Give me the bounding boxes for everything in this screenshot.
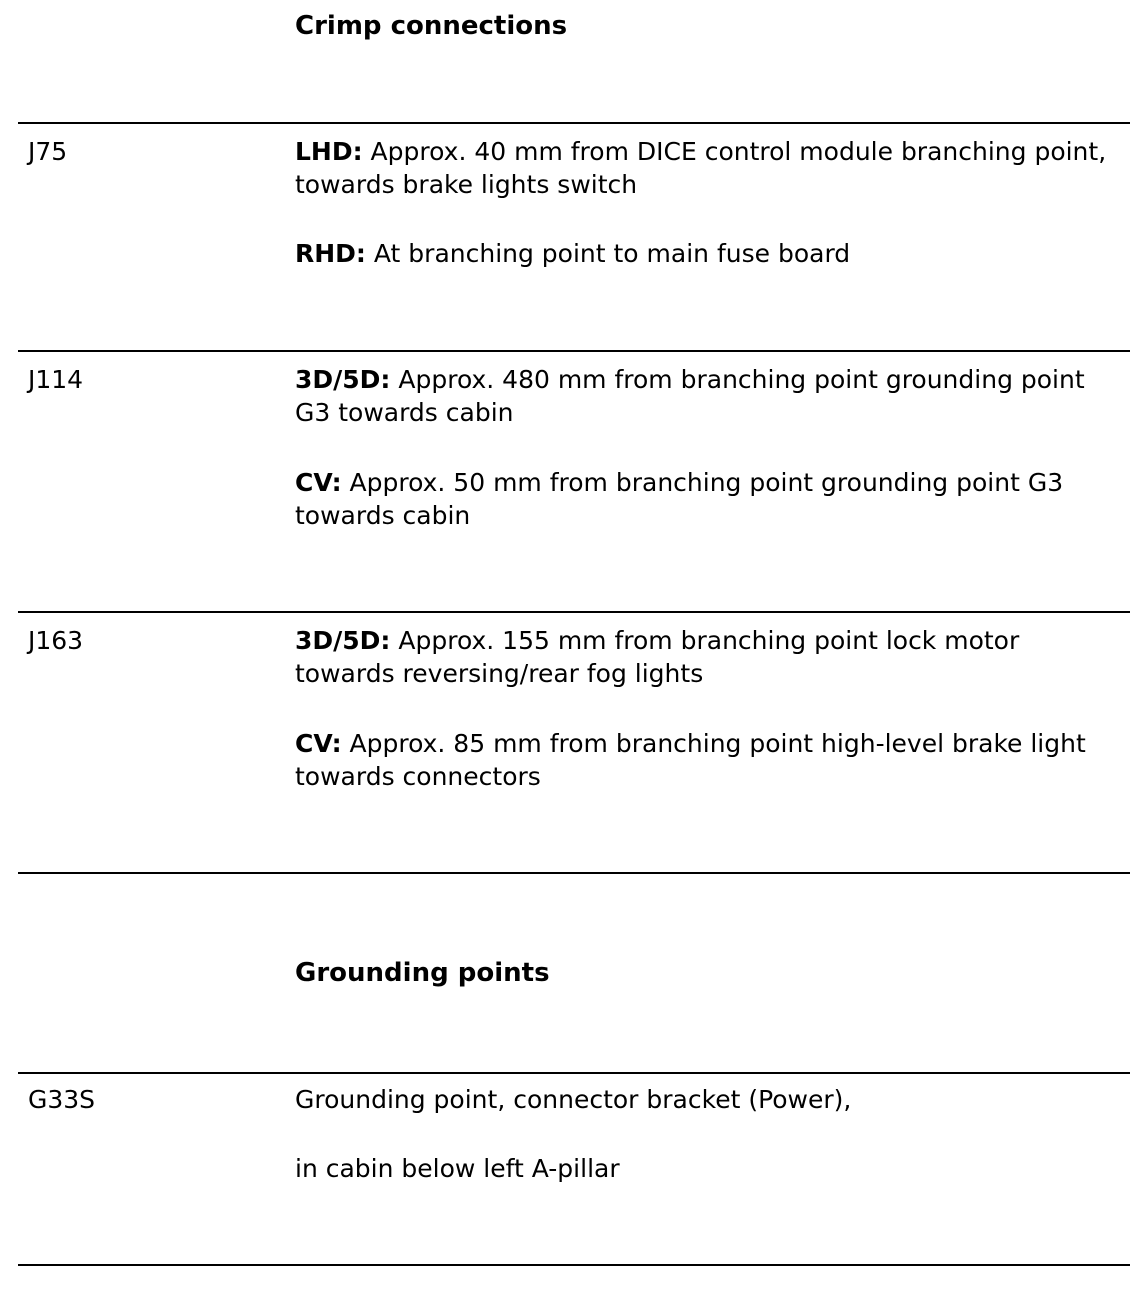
description-text: At branching point to main fuse board: [365, 239, 851, 268]
variant-label: 3D/5D:: [295, 626, 391, 655]
row-code-j163: J163: [28, 626, 84, 655]
row-divider: [18, 122, 1130, 124]
grounding-points-heading: Grounding points: [295, 958, 550, 988]
variant-label: CV:: [295, 468, 342, 497]
variant-label: RHD:: [295, 239, 366, 268]
description-text: Approx. 480 mm from branching point grounding point G3 towards cabin: [295, 365, 1085, 427]
row-code-g33s: G33S: [28, 1085, 96, 1114]
description-text: Approx. 40 mm from DICE control module branching point, towards brake lights switch: [295, 137, 1107, 199]
description-text: Approx. 50 mm from branching point grounding point G3 towards cabin: [295, 468, 1064, 530]
row-divider: [18, 872, 1130, 874]
variant-label: 3D/5D:: [295, 365, 391, 394]
variant-label: CV:: [295, 729, 342, 758]
crimp-connections-heading: Crimp connections: [295, 11, 568, 41]
row-description-j114-cv: [295, 466, 1125, 532]
row-description-j75-rhd: [295, 237, 1125, 270]
row-divider: [18, 611, 1130, 613]
description-text: Approx. 85 mm from branching point high-level brake light towards connectors: [295, 729, 1086, 791]
row-description-g33s-line2: in cabin below left A-pillar: [295, 1154, 620, 1183]
description-text: Approx. 155 mm from branching point lock motor towards reversing/rear fog lights: [295, 626, 1020, 688]
row-divider: [18, 1072, 1130, 1074]
row-description-j163-cv: [295, 727, 1125, 793]
row-description-j75-lhd: [295, 135, 1125, 201]
row-divider: [18, 1264, 1130, 1266]
row-description-j163-3d5d: [295, 624, 1125, 690]
row-description-g33s-line1: Grounding point, connector bracket (Power),: [295, 1085, 852, 1114]
row-code-j75: J75: [28, 137, 68, 166]
row-description-j114-3d5d: [295, 363, 1125, 429]
variant-label: LHD:: [295, 137, 363, 166]
row-divider: [18, 350, 1130, 352]
row-code-j114: J114: [28, 365, 84, 394]
